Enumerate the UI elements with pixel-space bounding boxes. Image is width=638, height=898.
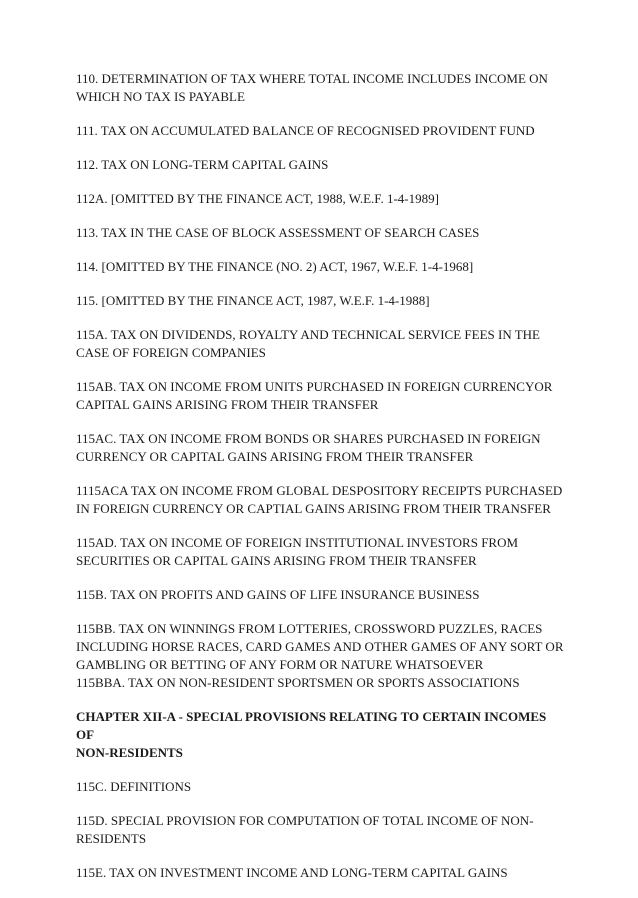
section-115ac: 115AC. TAX ON INCOME FROM BONDS OR SHARES PURCHASED IN FOREIGN CURRENCY OR CAPITAL GAINS ARISING FROM THEIR TRANSFER — [76, 431, 541, 464]
section-115aca: 1115ACA TAX ON INCOME FROM GLOBAL DESPOSITORY RECEIPTS PURCHASED IN FOREIGN CURRENCY OR CAPTIAL GAINS ARISING FROM THEIR TRANSFER — [76, 483, 563, 516]
section-111: 111. TAX ON ACCUMULATED BALANCE OF RECOGNISED PROVIDENT FUND — [76, 123, 535, 138]
document-page — [76, 70, 566, 898]
section-115d: 115D. SPECIAL PROVISION FOR COMPUTATION OF TOTAL INCOME OF NON- RESIDENTS — [76, 813, 534, 846]
section-110: 110. DETERMINATION OF TAX WHERE TOTAL INCOME INCLUDES INCOME ON WHICH NO TAX IS PAYABLE — [76, 71, 548, 104]
section-115b: 115B. TAX ON PROFITS AND GAINS OF LIFE INSURANCE BUSINESS — [76, 587, 480, 602]
chapter-heading: CHAPTER XII-A - SPECIAL PROVISIONS RELATING TO CERTAIN INCOMES OF NON-RESIDENTS — [76, 709, 547, 760]
section-115c: 115C. DEFINITIONS — [76, 779, 192, 794]
section-114: 114. [OMITTED BY THE FINANCE (NO. 2) ACT, 1967, W.E.F. 1-4-1968] — [76, 259, 474, 274]
section-115: 115. [OMITTED BY THE FINANCE ACT, 1987, W.E.F. 1-4-1988] — [76, 293, 430, 308]
section-115bb: 115BB. TAX ON WINNINGS FROM LOTTERIES, CROSSWORD PUZZLES, RACES INCLUDING HORSE RACES, CARD GAMES AND OTHER GAMES OF ANY SORT OR GAMBLING OR BETTING OF ANY FORM OR NATURE WHATSOEVER — [76, 621, 564, 672]
section-113: 113. TAX IN THE CASE OF BLOCK ASSESSMENT OF SEARCH CASES — [76, 225, 480, 240]
section-115bba: 115BBA. TAX ON NON-RESIDENT SPORTSMEN OR SPORTS ASSOCIATIONS — [76, 675, 520, 690]
section-112a: 112A. [OMITTED BY THE FINANCE ACT, 1988, W.E.F. 1-4-1989] — [76, 191, 439, 206]
section-112: 112. TAX ON LONG-TERM CAPITAL GAINS — [76, 157, 329, 172]
section-115ad: 115AD. TAX ON INCOME OF FOREIGN INSTITUTIONAL INVESTORS FROM SECURITIES OR CAPITAL GAINS ARISING FROM THEIR TRANSFER — [76, 535, 519, 568]
section-115ab: 115AB. TAX ON INCOME FROM UNITS PURCHASED IN FOREIGN CURRENCYOR CAPITAL GAINS ARISING FROM THEIR TRANSFER — [76, 379, 553, 412]
section-115e: 115E. TAX ON INVESTMENT INCOME AND LONG-TERM CAPITAL GAINS — [76, 865, 508, 880]
section-115a: 115A. TAX ON DIVIDENDS, ROYALTY AND TECHNICAL SERVICE FEES IN THE CASE OF FOREIGN COMPANIES — [76, 327, 540, 360]
